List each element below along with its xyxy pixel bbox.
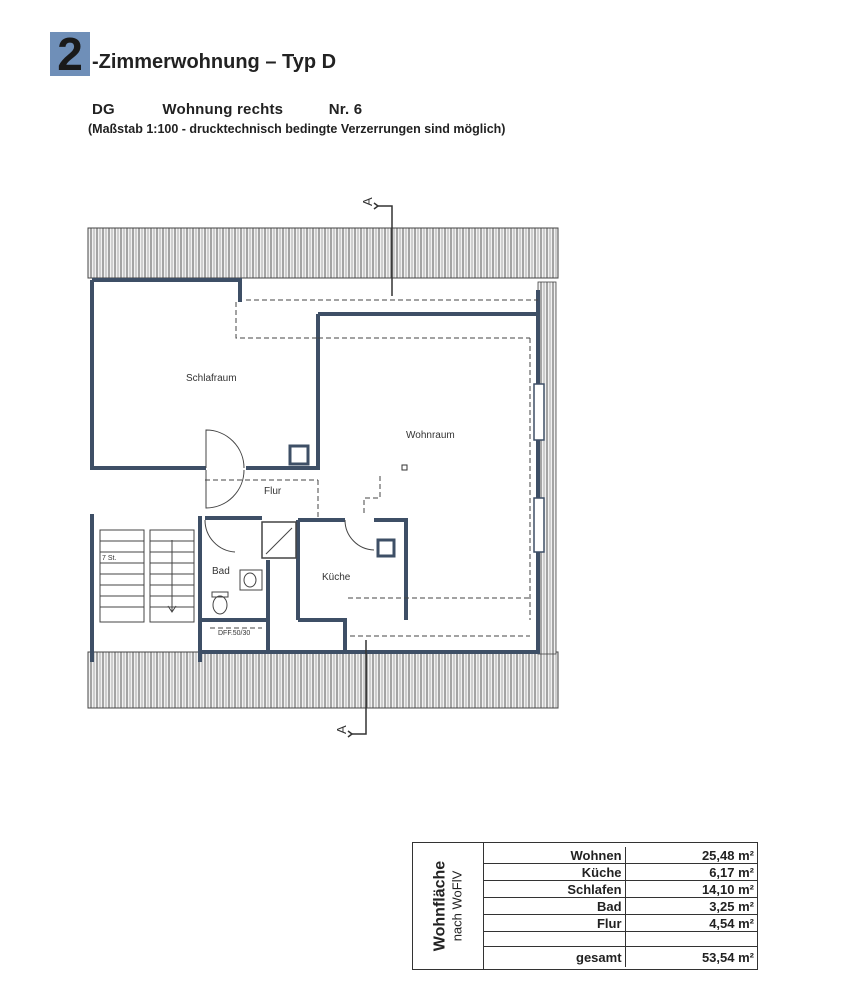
room-label-schlafraum: Schlafraum	[186, 373, 237, 384]
table-row	[483, 881, 757, 898]
table-row	[483, 847, 757, 864]
area-label: Flur	[483, 915, 625, 932]
scale-note: (Maßstab 1:100 - drucktechnisch bedingte Verzerrungen sind möglich)	[88, 122, 506, 136]
floor-label: DG	[92, 101, 115, 118]
roof-bottom	[88, 652, 558, 708]
stair-label: 7 St.	[102, 555, 117, 562]
area-value: 6,17 m²	[625, 864, 757, 881]
roof-top	[88, 228, 558, 278]
page-title: -Zimmerwohnung – Typ D	[92, 50, 337, 73]
cut-label-top: A	[360, 197, 375, 206]
room-label-bad: Bad	[212, 566, 230, 577]
shaft-1	[290, 446, 308, 464]
room-count-badge: 2	[50, 32, 90, 76]
room-label-abstell: DFF.50/30	[218, 630, 251, 637]
area-label: Küche	[483, 864, 625, 881]
table-row	[483, 864, 757, 881]
total-label: gesamt	[483, 947, 625, 968]
unit-label: Wohnung rechts	[162, 101, 284, 118]
area-table	[412, 842, 758, 970]
unit-number: Nr. 6	[328, 101, 363, 118]
table-row	[483, 915, 757, 932]
room-label-wohnraum: Wohnraum	[406, 430, 455, 441]
stairs	[100, 530, 194, 622]
area-value: 3,25 m²	[625, 898, 757, 915]
area-label: Wohnen	[483, 847, 625, 864]
area-value: 4,54 m²	[625, 915, 757, 932]
area-rows	[483, 847, 757, 967]
marker	[402, 465, 407, 470]
total-value: 53,54 m²	[701, 949, 754, 965]
shaft-2	[378, 540, 394, 556]
room-label-kueche: Küche	[322, 572, 351, 583]
roof-right-band	[538, 282, 556, 654]
cut-label-bottom: A	[334, 725, 349, 734]
table-row-total	[483, 947, 757, 968]
area-heading-2: nach WoFlV	[449, 870, 465, 942]
room-label-flur: Flur	[264, 486, 282, 497]
area-label: Bad	[483, 898, 625, 915]
area-value: 25,48 m²	[625, 847, 757, 864]
area-heading-1: Wohnfläche	[431, 860, 449, 952]
table-row-blank	[483, 932, 757, 947]
table-row	[483, 898, 757, 915]
area-label: Schlafen	[483, 881, 625, 898]
walls	[90, 280, 540, 662]
area-value: 14,10 m²	[625, 881, 757, 898]
toilet	[213, 596, 227, 614]
area-heading	[413, 843, 484, 969]
